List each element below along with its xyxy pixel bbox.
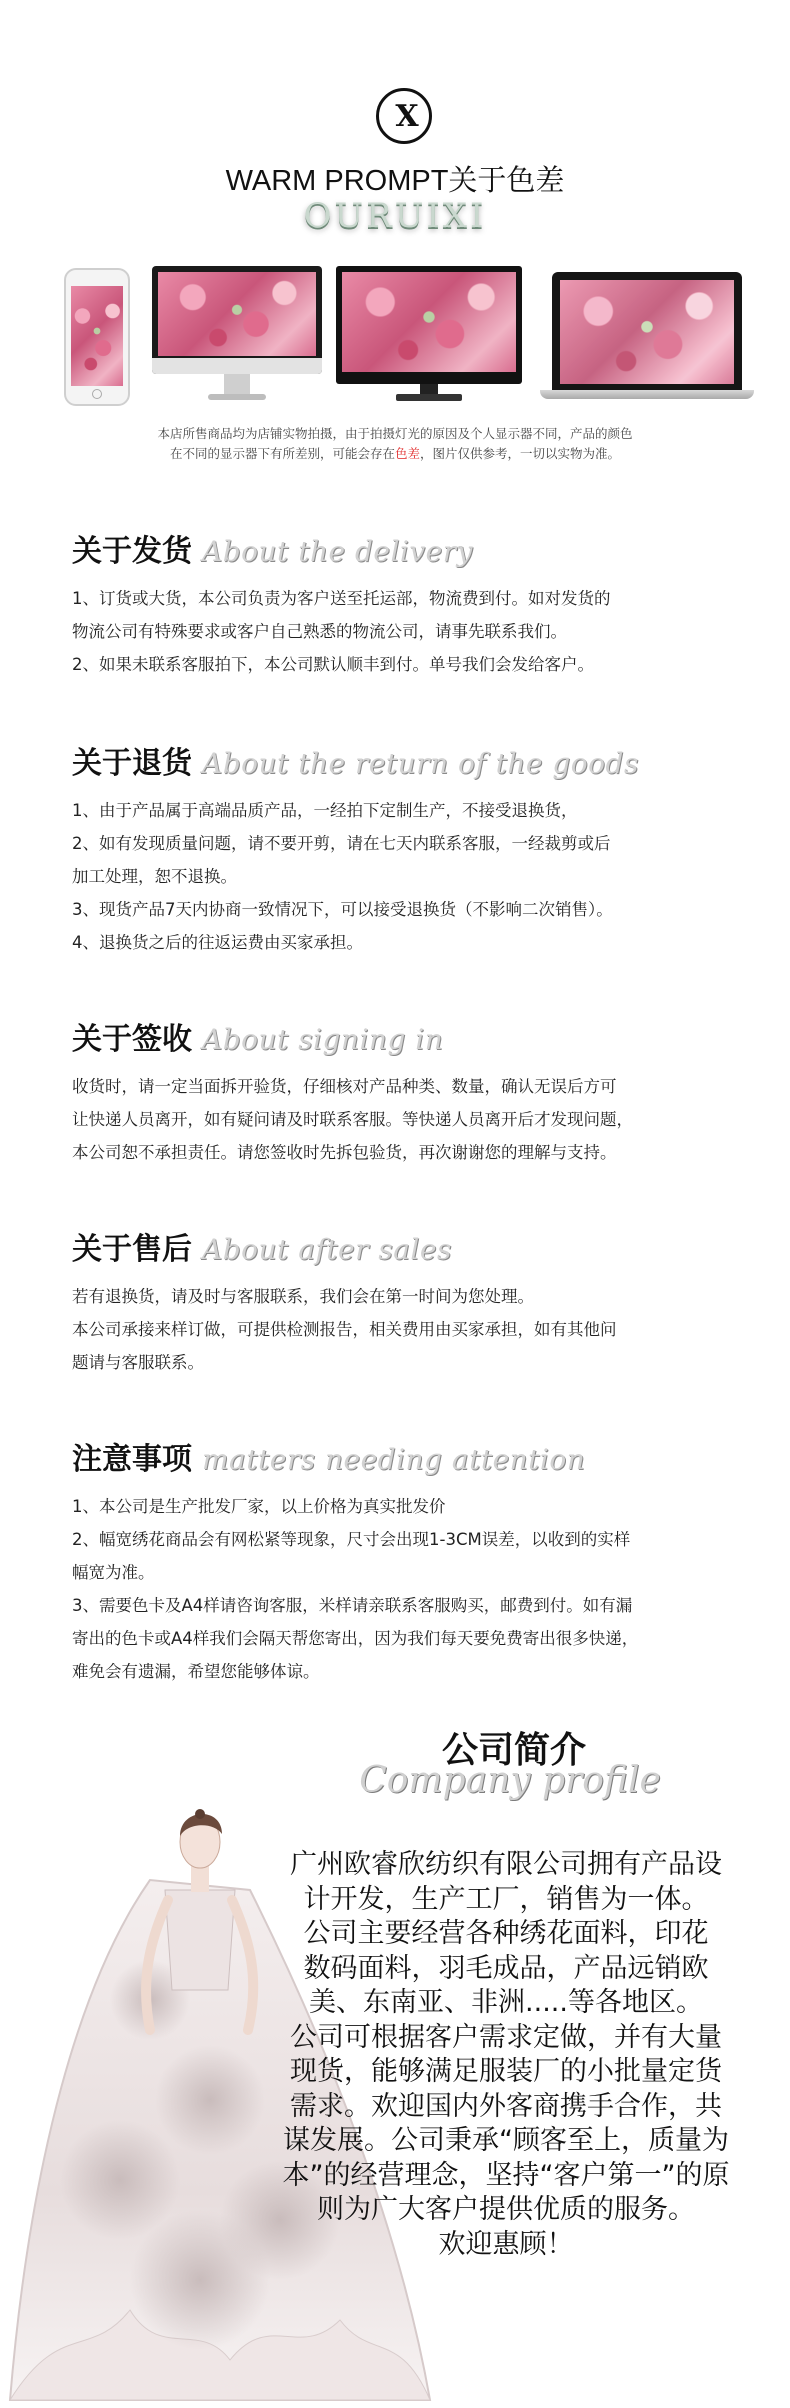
body-line: 2、如果未联系客服拍下，本公司默认顺丰到付。单号我们会发给客户。 [72,655,594,674]
section-title-cn: 关于发货 [72,534,192,569]
section-signing [72,1014,732,1169]
body-line: 2、如有发现质量问题，请不要开剪，请在七天内联系客服，一经裁剪或后 [72,834,611,853]
body-line: 幅宽为准。 [72,1563,155,1582]
profile-line: 美、东南亚、非洲.....等各地区。 [309,1987,703,2018]
monitor-screen-image [342,272,516,372]
color-difference-note [0,424,790,464]
section-title-en: About the return of the goods [202,747,639,780]
body-line: 2、幅宽绣花商品会有网松紧等现象，尺寸会出现1-3CM误差，以收到的实样 [72,1530,631,1549]
profile-line: 广州欧睿欣纺织有限公司拥有产品设 [290,1849,722,1880]
body-line: 1、本公司是生产批发厂家，以上价格为真实批发价 [72,1497,446,1516]
body-line: 物流公司有特殊要求或客户自己熟悉的物流公司，请事先联系我们。 [72,622,567,641]
section-returns [72,738,732,959]
monitor-icon [336,266,522,406]
body-line: 寄出的色卡或A4样我们会隔天帮您寄出，因为我们每天要免费寄出很多快递， [72,1629,639,1648]
section-title-en: About the delivery [202,535,473,568]
body-line: 4、退换货之后的往返运费由买家承担。 [72,933,363,952]
note-line-2: 在不同的显示器下有所差别，可能会存在色差，图片仅供参考，一切以实物为准。 [169,446,621,461]
warm-prompt-title: WARM PROMPT关于色差 [225,165,565,197]
section-title-en: About after sales [202,1233,452,1266]
laptop-screen-image [560,280,734,384]
desktop-screen-image [158,272,316,356]
body-line: 1、订货或大货，本公司负责为客户送至托运部，物流费到付。如对发货的 [72,589,611,608]
section-delivery [72,526,732,681]
company-title: 公司简介 [441,1730,586,1771]
phone-icon [64,268,130,406]
home-button-icon [92,389,102,399]
section-attention [72,1434,732,1688]
section-body [72,1490,732,1688]
company-subtitle: Company profile [359,1760,661,1801]
section-title-cn: 关于签收 [72,1022,192,1057]
body-line: 3、需要色卡及A4样请咨询客服，米样请亲联系客服购买，邮费到付。如有漏 [72,1596,633,1615]
body-line: 本公司恕不承担责任。请您签收时先拆包验货，再次谢谢您的理解与支持。 [72,1143,617,1162]
section-body [72,1280,732,1379]
brand-name: OURUIXI [303,196,487,236]
logo-text: X [395,98,413,134]
body-line: 3、现货产品7天内协商一致情况下，可以接受退换货（不影响二次销售）。 [72,900,613,919]
company-profile-text [250,1848,762,2262]
profile-line: 公司主要经营各种绣花面料，印花 [303,1918,709,1949]
profile-line: 需求。欢迎国内外客商携手合作，共 [290,2090,722,2122]
profile-line: 现货，能够满足服装厂的小批量定货 [290,2056,722,2087]
device-display-illustration [0,262,790,412]
section-title-en: About signing in [202,1023,444,1056]
body-line: 本公司承接来样订做，可提供检测报告，相关费用由买家承担，如有其他问 [72,1320,617,1339]
body-line: 难免会有遗漏，希望您能够体谅。 [72,1662,320,1681]
profile-line: 欢迎惠顾！ [438,2228,574,2260]
section-title-cn: 关于退货 [72,746,192,781]
profile-line: 本”的经营理念，坚持“客户第一”的原 [282,2159,730,2191]
body-line: 收货时，请一定当面拆开验货，仔细核对产品种类、数量，确认无误后方可 [72,1077,617,1096]
profile-line: 公司可根据客户需求定做，并有大量 [290,2021,722,2053]
phone-screen-image [71,286,123,386]
profile-line: 谋发展。公司秉承“顾客至上，质量为 [283,2125,729,2156]
profile-line: 计开发，生产工厂，销售为一体。 [303,1883,709,1915]
section-title-en: matters needing attention [202,1443,586,1476]
laptop-icon [540,272,754,406]
section-body [72,794,732,959]
body-line: 让快递人员离开，如有疑问请及时联系客服。等快递人员离开后才发现问题， [72,1110,633,1129]
section-title-cn: 注意事项 [72,1442,192,1477]
body-line: 题请与客服联系。 [72,1353,204,1372]
body-line: 1、由于产品属于高端品质产品，一经拍下定制生产，不接受退换货， [72,801,578,820]
profile-line: 数码面料，羽毛成品，产品远销欧 [303,1952,709,1984]
section-body [72,582,732,681]
body-line: 若有退换货，请及时与客服联系，我们会在第一时间为您处理。 [72,1287,534,1306]
brand-logo [376,88,432,144]
section-title-cn: 关于售后 [72,1232,192,1267]
color-difference-highlight: 色差 [394,446,420,461]
profile-line: 则为广大客户提供优质的服务。 [317,2194,695,2225]
body-line: 加工处理，恕不退换。 [72,867,237,886]
section-after-sales [72,1224,732,1379]
section-body [72,1070,732,1169]
desktop-computer-icon [152,266,322,406]
note-line-1: 本店所售商品均为店铺实物拍摄，由于拍摄灯光的原因及个人显示器不同，产品的颜色 [157,426,633,441]
